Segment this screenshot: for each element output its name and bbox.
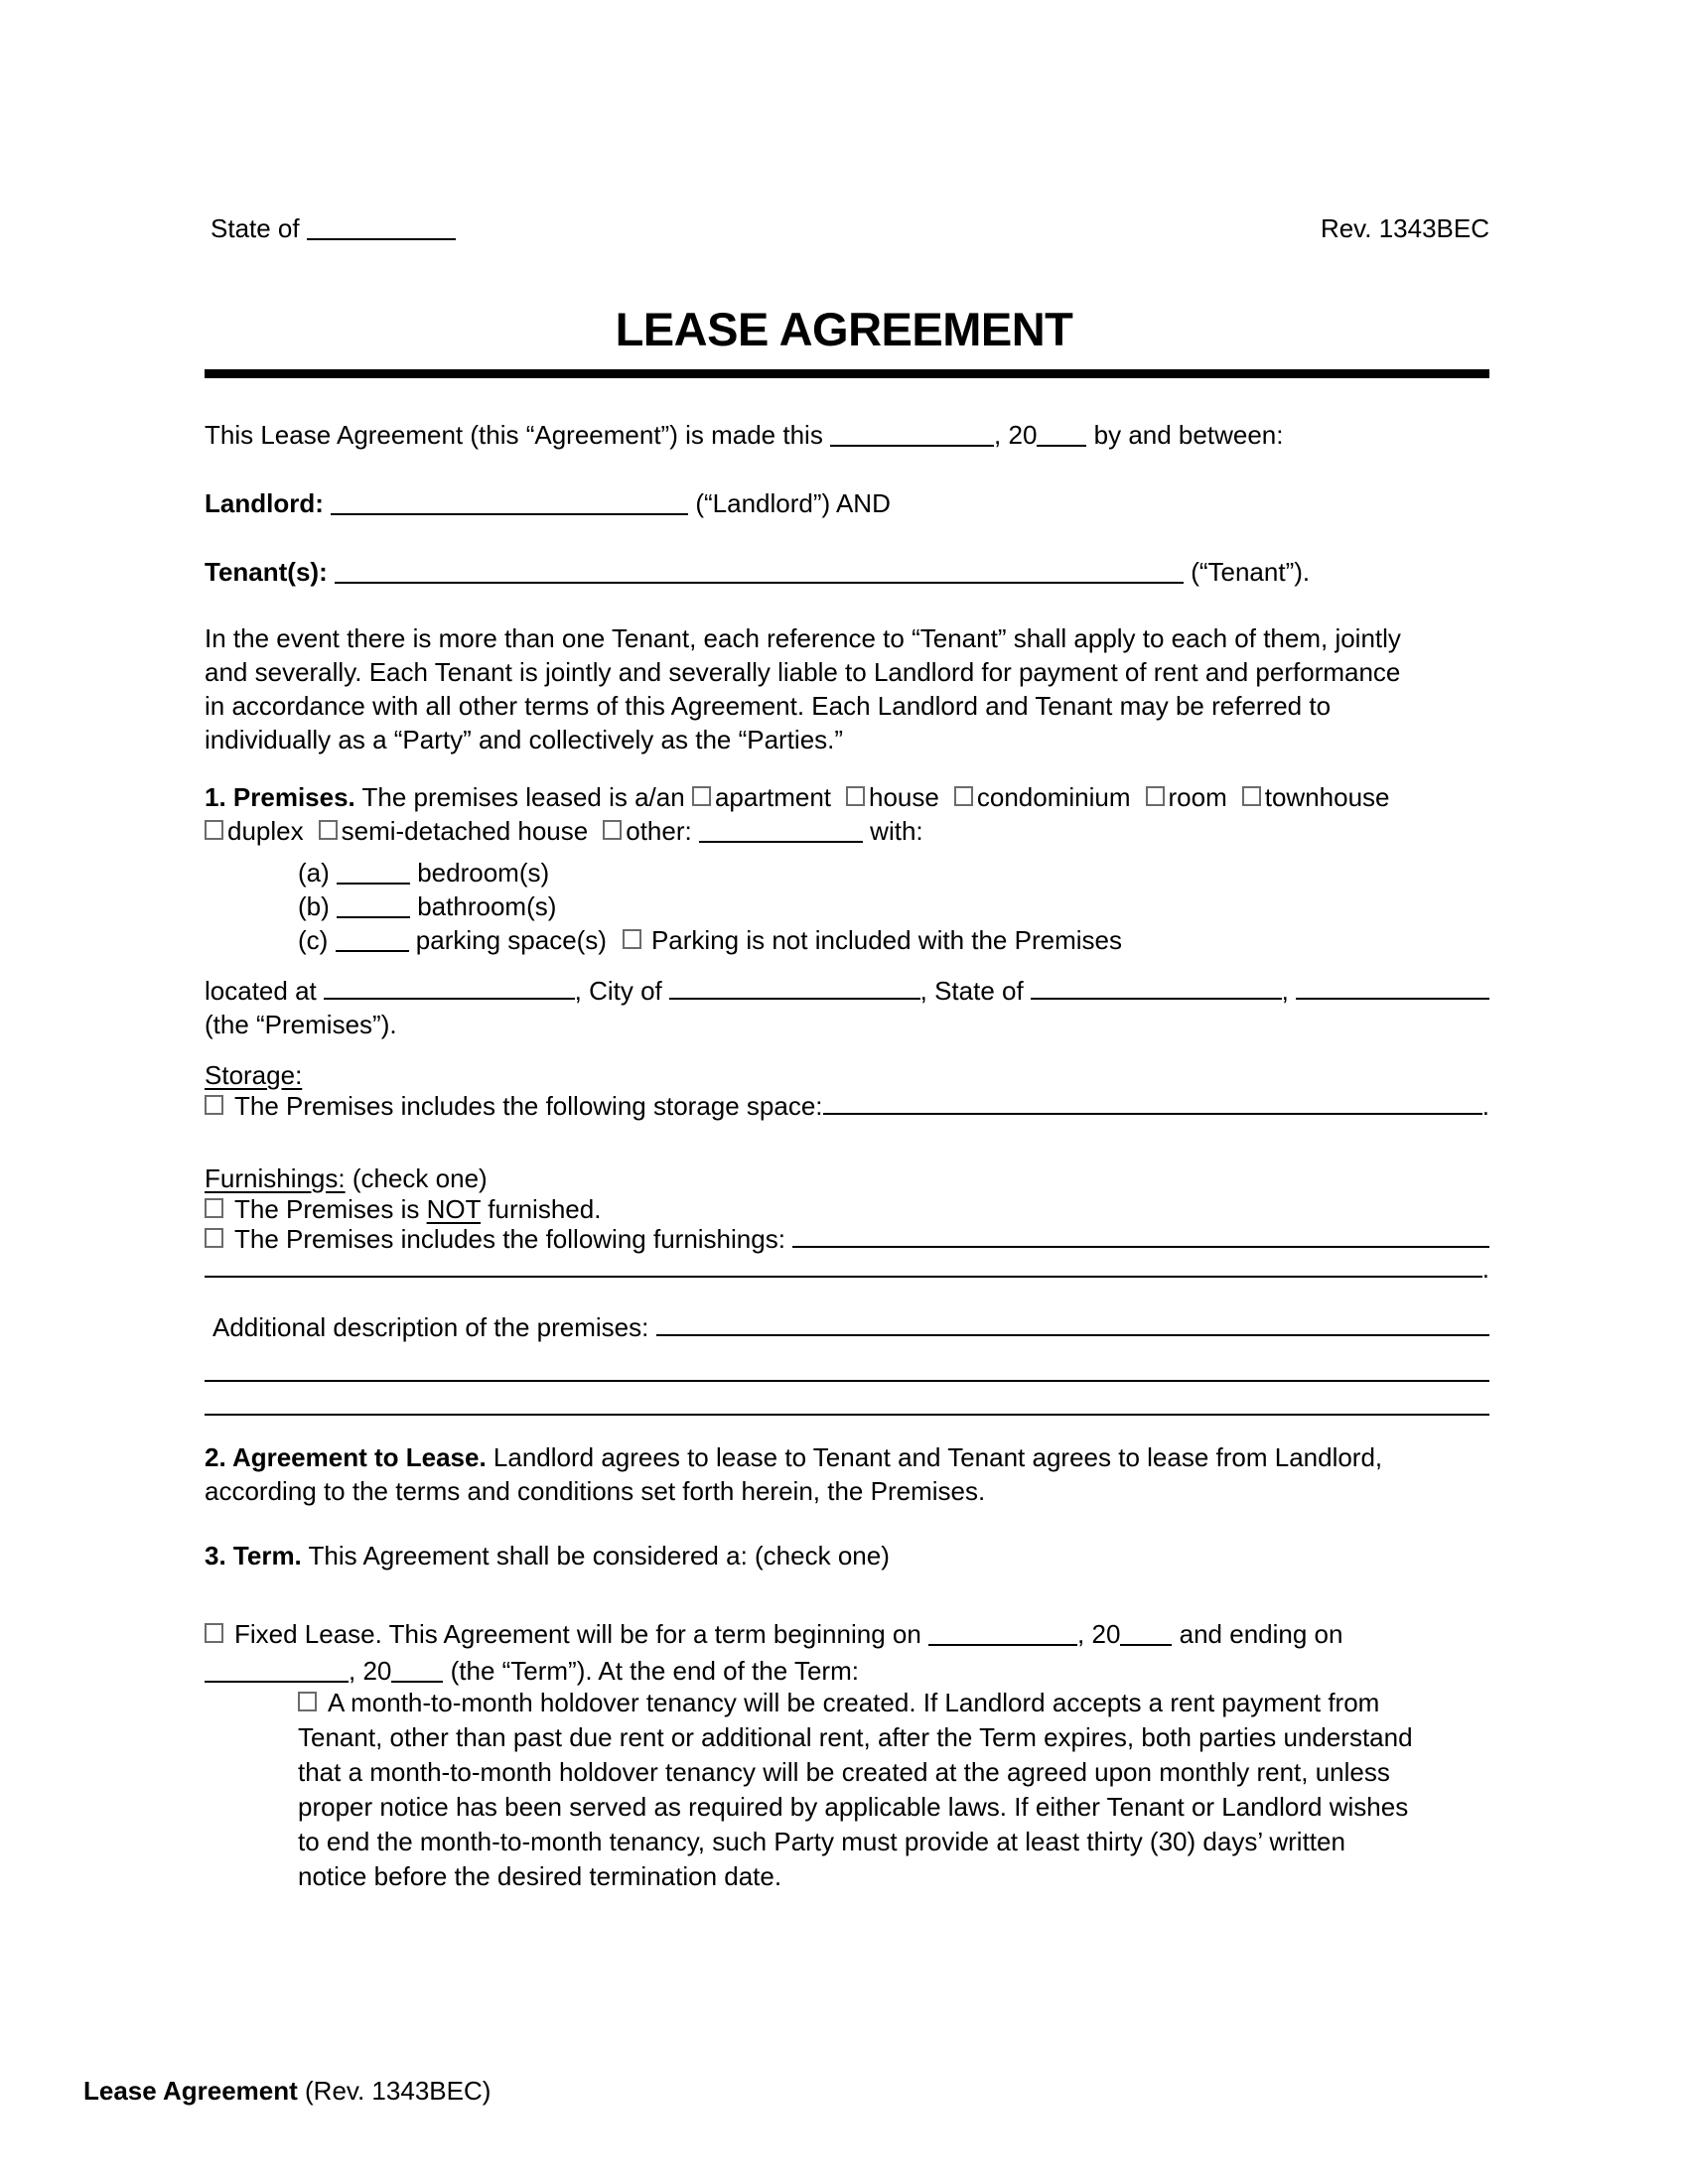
checkbox-room[interactable]: [1146, 786, 1165, 806]
fixed-lease-text-3: and ending on: [1172, 1619, 1343, 1649]
holdover-line-1: [298, 1686, 1489, 1720]
not-furnished-after: furnished.: [481, 1194, 602, 1224]
zip-blank-line[interactable]: [1296, 978, 1489, 1000]
option-room-label: room: [1168, 782, 1227, 812]
checkbox-condominium[interactable]: [954, 786, 973, 806]
checkbox-apartment[interactable]: [692, 786, 711, 806]
checkbox-parking-not-included[interactable]: [623, 929, 641, 949]
fixed-lease-line-2: [205, 1653, 1489, 1690]
premises-detail-list: [298, 856, 1489, 957]
option-apartment: [692, 782, 831, 812]
option-house-label: house: [869, 782, 939, 812]
landlord-name-blank-line[interactable]: [331, 493, 688, 515]
tenant-label: Tenant(s):: [205, 557, 328, 587]
year-blank-line[interactable]: [1037, 425, 1086, 447]
page-footer: [83, 2074, 491, 2108]
premises-lead-text: The premises leased is a/an: [354, 782, 692, 812]
tenant-suffix: (“Tenant”).: [1183, 557, 1311, 587]
additional-blank-row-2[interactable]: [205, 1380, 1489, 1416]
storage-line: [205, 1089, 1489, 1123]
premises-type-line-2: [205, 814, 1489, 848]
holdover-text-3: that a month-to-month holdover tenancy will be created at the agreed upon monthly rent, unless: [298, 1757, 1390, 1787]
option-duplex-label: duplex: [227, 816, 304, 846]
comma-text: ,: [1281, 976, 1297, 1006]
joint-para-line-3: in accordance with all other terms of this Agreement. Each Landlord and Tenant may be referred to: [205, 691, 1332, 721]
checkbox-holdover[interactable]: [298, 1692, 317, 1711]
furnishings-heading-label: Furnishings:: [205, 1163, 346, 1193]
holdover-text-2: Tenant, other than past due rent or additional rent, after the Term expires, both parties understand: [298, 1722, 1413, 1752]
bedrooms-label: bedroom(s): [410, 858, 550, 887]
section-2-heading: 2. Agreement to Lease.: [205, 1442, 487, 1472]
joint-para-line-4: individually as a “Party” and collectively as the “Parties.”: [205, 725, 844, 754]
item-c-prefix: (c): [298, 925, 336, 955]
end-date-blank-line[interactable]: [205, 1661, 349, 1683]
option-room: [1146, 782, 1227, 812]
title-rule: [205, 369, 1489, 378]
section-2-line-1: [205, 1440, 1489, 1474]
item-b-prefix: (b): [298, 891, 337, 921]
state-blank-line[interactable]: [307, 218, 456, 240]
checkbox-storage[interactable]: [205, 1095, 223, 1115]
section-3-text: This Agreement shall be considered a: (check one): [301, 1541, 890, 1570]
checkbox-townhouse[interactable]: [1242, 786, 1261, 806]
bathrooms-line: [298, 889, 1489, 923]
state-of-text: , State of: [919, 976, 1031, 1006]
address-blank-line[interactable]: [324, 978, 575, 1000]
city-of-text: , City of: [574, 976, 669, 1006]
landlord-space: [324, 488, 331, 518]
not-word: NOT: [426, 1194, 482, 1224]
fixed-lease-block: [205, 1616, 1489, 1690]
intro-line: [205, 418, 1489, 452]
furnishings-check-one: (check one): [345, 1163, 488, 1193]
landlord-suffix: (“Landlord”) AND: [688, 488, 891, 518]
parking-not-included-label: Parking is not included with the Premises: [650, 925, 1122, 955]
with-label: with:: [862, 816, 923, 846]
storage-period: .: [1481, 1091, 1489, 1121]
additional-description-label: Additional description of the premises:: [212, 1312, 656, 1342]
additional-description-line: [205, 1310, 1489, 1344]
checkbox-other[interactable]: [603, 820, 622, 840]
parking-label: parking space(s): [408, 925, 607, 955]
furnishings-includes-line: [205, 1222, 1489, 1256]
section-3-term: [205, 1539, 1489, 1572]
holdover-text-5: to end the month-to-month tenancy, such Party must provide at least thirty (30) days’ written: [298, 1827, 1345, 1856]
option-condominium-label: condominium: [976, 782, 1131, 812]
furnishings-period: .: [1481, 1254, 1489, 1284]
fixed-lease-text-5: (the “Term”). At the end of the Term:: [443, 1656, 859, 1686]
holdover-text-6: notice before the desired termination date.: [298, 1861, 782, 1891]
bathrooms-label: bathroom(s): [410, 891, 557, 921]
landlord-line: [205, 486, 1489, 520]
intro-text-mid: , 20: [994, 420, 1038, 450]
bathrooms-blank-line[interactable]: [337, 896, 410, 918]
fixed-lease-text-1: Fixed Lease. This Agreement will be for a term beginning on: [234, 1619, 929, 1649]
additional-blank-row-1[interactable]: [205, 1346, 1489, 1382]
option-townhouse-label: townhouse: [1264, 782, 1390, 812]
revision-label: Rev. 1343BEC: [1320, 213, 1489, 243]
not-furnished-before: The Premises is: [234, 1194, 427, 1224]
option-condominium: [954, 782, 1131, 812]
furnishings-continuation-line: [205, 1252, 1489, 1286]
fixed-lease-text-4: , 20: [349, 1656, 392, 1686]
joint-para-line-2: and severally. Each Tenant is jointly and severally liable to Landlord for payment of rent and performance: [205, 657, 1401, 687]
other-type-blank-line[interactable]: [699, 821, 863, 843]
holdover-paragraph: [298, 1686, 1489, 1894]
additional-description-blank-line[interactable]: [656, 1314, 1489, 1336]
intro-text-before: This Lease Agreement (this “Agreement”) is made this: [205, 420, 831, 450]
option-semi-detached-label: semi-detached house: [341, 816, 589, 846]
checkbox-not-furnished[interactable]: [205, 1198, 223, 1218]
section-2-agreement-to-lease: [205, 1440, 1489, 1508]
item-a-prefix: (a): [298, 858, 337, 887]
state-of-label: State of: [211, 213, 307, 243]
bedrooms-blank-line[interactable]: [337, 863, 410, 885]
state-blank-line-2[interactable]: [1031, 978, 1282, 1000]
option-duplex: [205, 816, 304, 846]
holdover-text-4: proper notice has been served as required by applicable laws. If either Tenant or Landlord wishes: [298, 1792, 1409, 1822]
furnishings-includes-text: The Premises includes the following furnishings:: [234, 1224, 793, 1254]
checkbox-duplex[interactable]: [205, 820, 223, 840]
intro-text-after: by and between:: [1086, 420, 1284, 450]
section-2-text-2: according to the terms and conditions set forth herein, the Premises.: [205, 1476, 986, 1506]
located-at-line: [205, 974, 1489, 1008]
located-at-block: [205, 974, 1489, 1041]
furnishings-blank-line[interactable]: [792, 1226, 1489, 1248]
premises-type-line-1: [205, 780, 1489, 814]
tenant-name-blank-line[interactable]: [335, 562, 1184, 584]
tenant-line: [205, 555, 1489, 589]
holdover-text-1: A month-to-month holdover tenancy will be created. If Landlord accepts a rent payment from: [328, 1688, 1380, 1717]
located-at-text: located at: [205, 976, 324, 1006]
storage-text: The Premises includes the following storage space:: [234, 1091, 823, 1121]
option-apartment-label: apartment: [714, 782, 832, 812]
section-3-heading: 3. Term.: [205, 1541, 302, 1570]
footer-revision: (Rev. 1343BEC): [297, 2076, 492, 2106]
option-semi-detached: [319, 816, 589, 846]
storage-heading: [205, 1058, 1489, 1092]
furnishings-heading: [205, 1161, 1489, 1195]
option-other-label: other:: [626, 816, 699, 846]
tenant-space: [328, 557, 335, 587]
joint-para-line-1: In the event there is more than one Tenant, each reference to “Tenant” shall apply to each of them, jointly: [205, 623, 1401, 653]
header-state-of: [211, 211, 1495, 245]
checkbox-fixed-lease[interactable]: [205, 1623, 223, 1643]
end-year-blank-line[interactable]: [391, 1661, 443, 1683]
parking-blank-line[interactable]: [336, 930, 409, 952]
bedrooms-line: [298, 856, 1489, 889]
document-title: LEASE AGREEMENT: [615, 303, 1073, 355]
checkbox-house[interactable]: [846, 786, 865, 806]
option-house: [846, 782, 939, 812]
not-furnished-line: [205, 1192, 1489, 1226]
checkbox-furnishings-included[interactable]: [205, 1228, 223, 1248]
option-townhouse: [1242, 782, 1390, 812]
begin-date-blank-line[interactable]: [928, 1624, 1077, 1646]
date-blank-line[interactable]: [830, 425, 994, 447]
storage-blank-line[interactable]: [823, 1093, 1482, 1115]
fixed-lease-text-2: , 20: [1077, 1619, 1121, 1649]
furnishings-blank-line-2[interactable]: [205, 1256, 1482, 1278]
joint-liability-paragraph: [205, 621, 1489, 756]
footer-title: Lease Agreement: [83, 2076, 298, 2106]
the-premises-text: (the “Premises”).: [205, 1010, 397, 1039]
section-2-text-1: Landlord agrees to lease to Tenant and Tenant agrees to lease from Landlord,: [486, 1442, 1383, 1472]
checkbox-semi-detached[interactable]: [319, 820, 338, 840]
landlord-label: Landlord:: [205, 488, 324, 518]
storage-heading-label: Storage:: [205, 1060, 303, 1090]
parking-line: [298, 923, 1489, 957]
fixed-lease-line-1: [205, 1616, 1489, 1653]
begin-year-blank-line[interactable]: [1120, 1624, 1172, 1646]
section-1-premises: [205, 780, 1489, 848]
city-blank-line[interactable]: [669, 978, 920, 1000]
section-1-heading: 1. Premises.: [205, 782, 355, 812]
